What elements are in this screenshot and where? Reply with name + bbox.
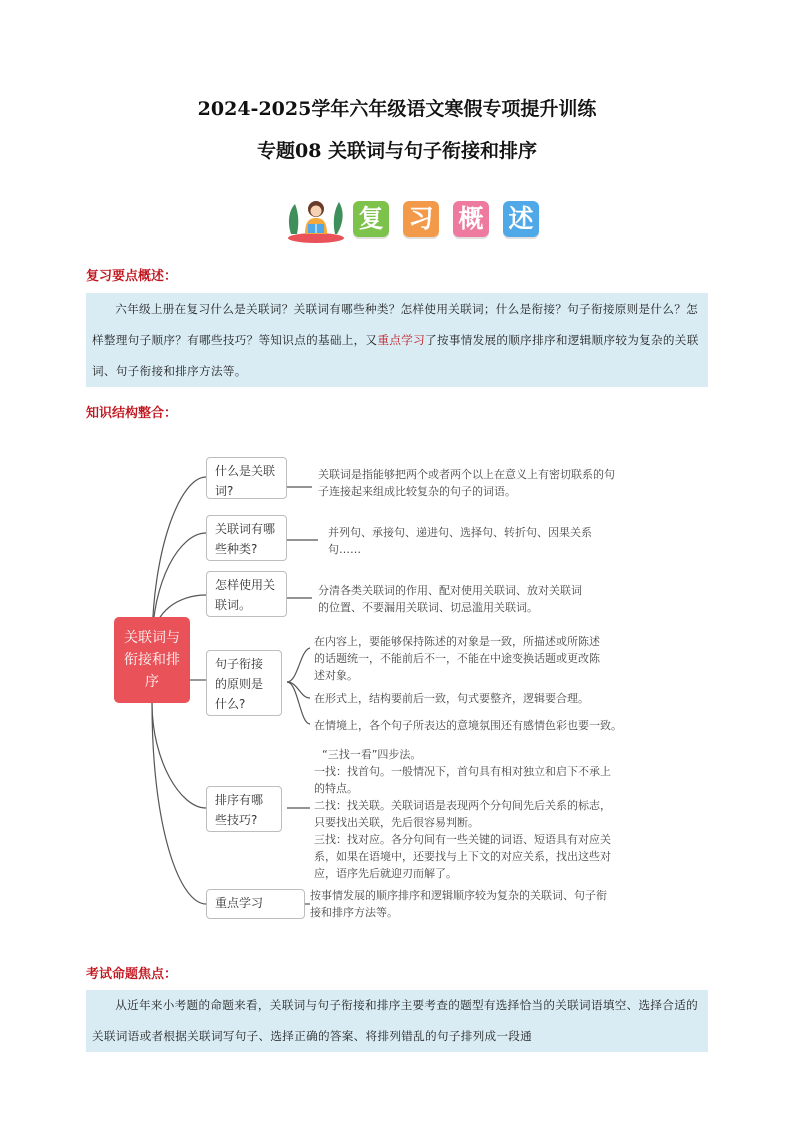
branch-desc-1: 关联词是指能够把两个或者两个以上在意义上有密切联系的句子连接起来组成比较复杂的句子的词语。 (318, 468, 615, 498)
technique-intro: “三找一看”四步法。 (322, 748, 422, 761)
banner-tile-1: 复 (353, 201, 389, 237)
review-summary-box (86, 293, 708, 387)
branch-desc-4c: 在情境上，各个句子所表达的意境氛围还有感情色彩也要一致。 (314, 719, 622, 732)
branch-label-5: 排序有哪些技巧? (215, 793, 264, 827)
structure-heading: 知识结构整合： (86, 406, 178, 421)
branch-node-6 (206, 889, 305, 919)
branch-label-3: 怎样使用关联词。 (215, 578, 276, 612)
branch-desc-4b: 在形式上，结构要前后一致，句式要整齐，逻辑要合理。 (314, 692, 589, 705)
banner-tile-4: 述 (503, 201, 539, 237)
review-text-highlight: 重点学习 (377, 333, 426, 347)
exam-heading: 考试命题焦点： (86, 967, 178, 982)
branch-node-5 (206, 786, 282, 832)
knowledge-mindmap (100, 430, 700, 950)
branch-node-4 (206, 650, 282, 716)
mindmap-center-node (114, 617, 190, 703)
branch-desc-2: 并列句、承接句、递进句、选择句、转折句、因果关系句…… (328, 526, 592, 556)
review-overview-banner (285, 194, 545, 244)
technique-step-3: 三找：找对应。各分句间有一些关键的词语、短语具有对应关系，如果在语境中，还要找与上下文的对应关系，找出这些对应，语序先后就迎刃而解了。 (314, 833, 611, 880)
banner-tile-2: 习 (403, 201, 439, 237)
branch-label-1: 什么是关联词? (215, 464, 276, 498)
review-summary-text (86, 294, 708, 387)
reading-girl-illustration (285, 194, 347, 244)
review-text-part-a: 六年级上册在复习什么是关联词？关联词有哪些种类？怎样使用关联词；什么是衔接？句子衔接原则是什么？怎样整理句子顺序？有哪些技巧？等知识点的基础上，又 (92, 302, 698, 347)
exam-focus-box (86, 990, 708, 1052)
branch-node-1 (206, 457, 287, 499)
center-node-label: 关联词与衔接和排序 (124, 630, 180, 690)
banner-tile-3: 概 (453, 201, 489, 237)
document-title: 2024-2025学年六年级语文寒假专项提升训练 (197, 98, 597, 120)
branch-label-6: 重点学习 (215, 896, 264, 910)
technique-step-2: 二找：找关联。关联词语是表现两个分句间先后关系的标志，只要找出关联，先后很容易判断。 (314, 799, 611, 829)
review-heading: 复习要点概述： (86, 269, 178, 284)
branch-desc-6: 按事情发展的顺序排序和逻辑顺序较为复杂的关联词、句子衔接和排序方法等。 (310, 889, 607, 919)
review-text-part-b: 了按事情发展的顺序排序和逻辑顺序较为复杂的关联词、句子衔接和排序方法等。 (92, 333, 699, 378)
branch-desc-5 (314, 746, 614, 882)
document-subtitle: 专题08 关联词与句子衔接和排序 (256, 140, 538, 162)
branch-node-3 (206, 571, 287, 617)
branch-node-2 (206, 515, 287, 561)
branch-desc-4a: 在内容上，要能够保持陈述的对象是一致，所描述或所陈述的话题统一，不能前后不一，不能在中途变换话题或更改陈述对象。 (314, 635, 600, 682)
branch-desc-3: 分清各类关联词的作用、配对使用关联词、放对关联词的位置、不要漏用关联词、切忌滥用关联词。 (318, 584, 582, 614)
branch-label-4: 句子衔接的原则是什么? (215, 657, 264, 711)
branch-label-2: 关联词有哪些种类? (215, 522, 276, 556)
exam-focus-text: 从近年来小考题的命题来看，关联词与句子衔接和排序主要考查的题型有选择恰当的关联词语填空、选择合适的关联词语或者根据关联词写句子、选择正确的答案、将排列错乱的句子排列成一段通 (92, 998, 698, 1043)
technique-step-1: 一找：找首句。一般情况下，首句具有相对独立和启下不承上的特点。 (314, 765, 611, 795)
